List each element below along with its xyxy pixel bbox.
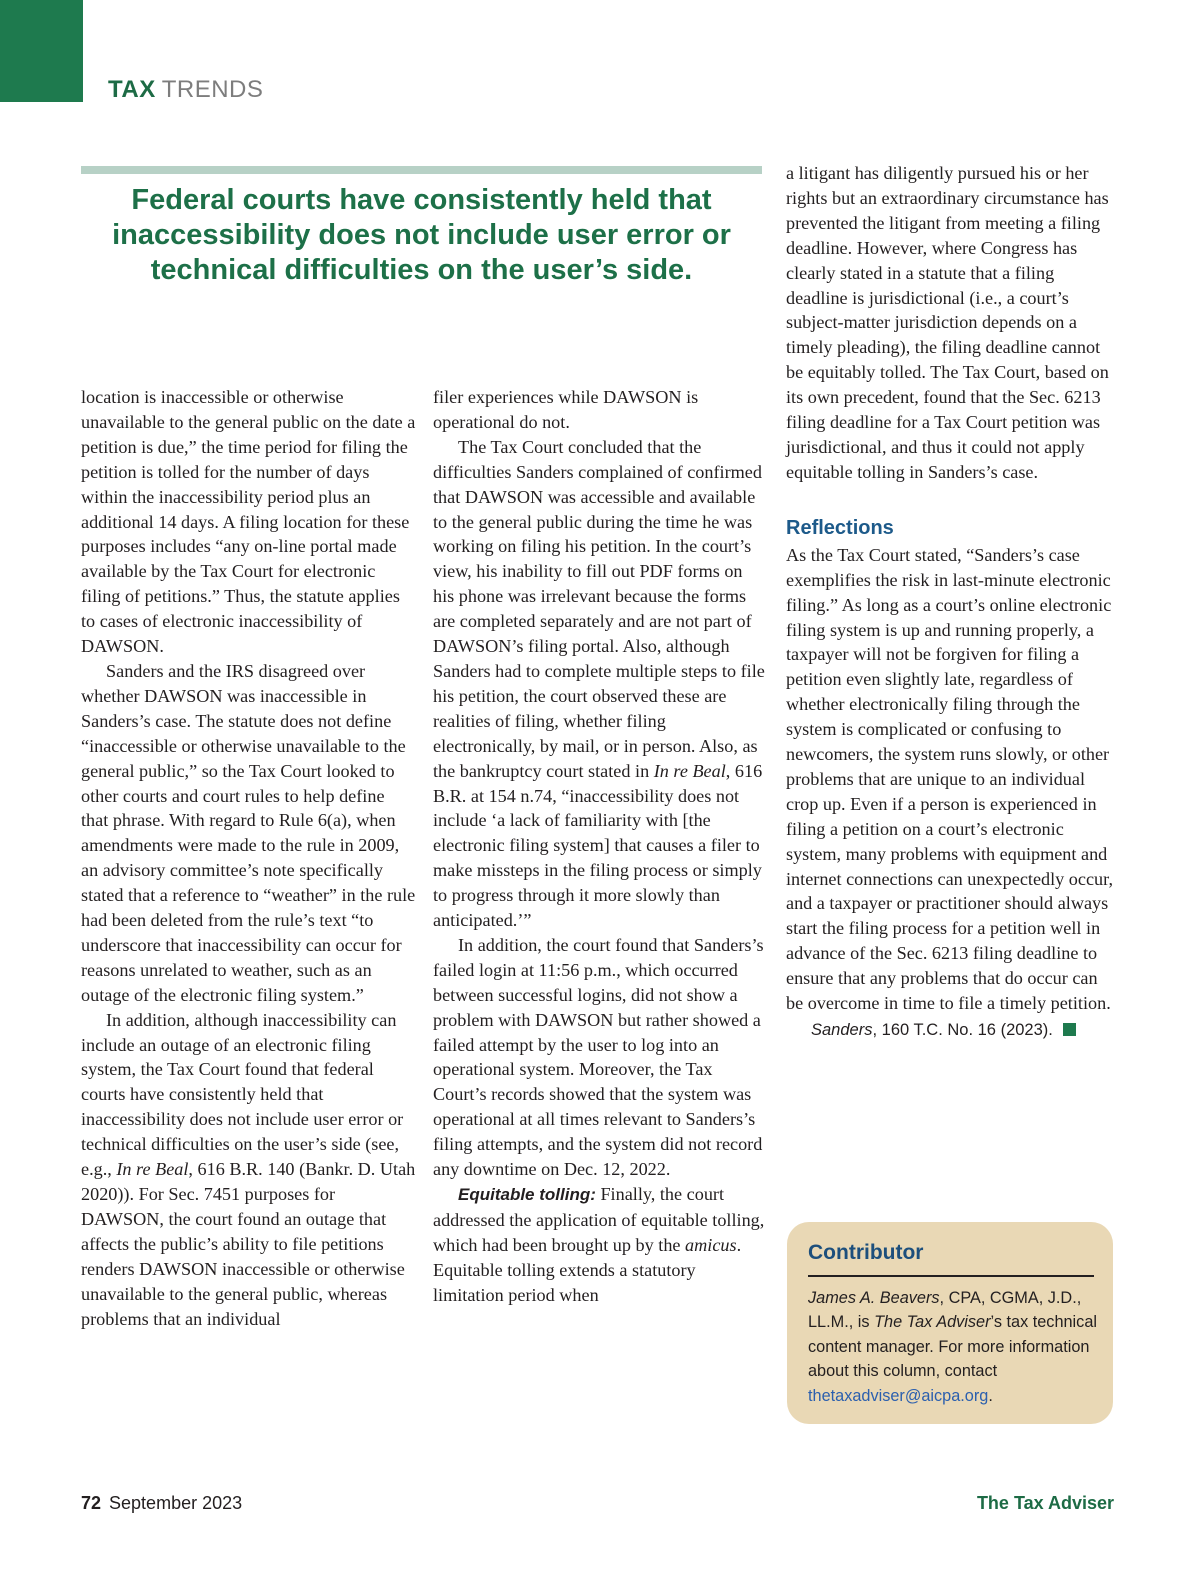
contributor-title: Contributor <box>808 1241 924 1264</box>
italic-term: amicus <box>685 1234 737 1255</box>
paragraph <box>81 1008 416 1332</box>
contributor-divider <box>808 1275 1094 1277</box>
reflections-heading: Reflections <box>786 516 894 539</box>
paragraph: location is inaccessible or otherwise unavailable to the general public on the date a petition is due,” the time period for filing the petition is tolled for the number of days within the inaccessibility period plus an additional 14 days. A filing location for these purposes includes “any on-line portal made available by the Tax Court for electronic filing of petitions.” Thus, the statute applies to cases of electronic inaccessibility of DAWSON. <box>81 387 416 657</box>
text-run: . <box>988 1386 993 1405</box>
contact-email-link[interactable]: thetaxadviser@aicpa.org <box>808 1386 989 1405</box>
section-label-bold: TAX <box>108 76 156 103</box>
run-in-heading: Equitable tolling: <box>458 1185 596 1204</box>
page-number: 72 <box>81 1493 102 1513</box>
section-label-light: TRENDS <box>161 76 264 103</box>
paragraph: a litigant has diligently pursued his or her rights but an extraordinary circumstance has prevented the litigant from meeting a filing deadline. However, where Congress has clearly stated in a statute that a filing deadline is jurisdictional (i.e., a court’s subject-matter jurisdiction depends on a timely pleading), the filing deadline cannot be equitably tolled. The Tax Court, based on its own precedent, found that the Sec. 6213 filing deadline for a Tax Court petition was jurisdictional, and thus it could not apply equitable tolling in Sanders’s case. <box>786 163 1109 482</box>
citation-rest: , 160 T.C. No. 16 (2023). <box>872 1021 1053 1039</box>
footer-page-info <box>81 1493 242 1514</box>
contributor-box <box>787 1222 1113 1424</box>
case-name: In re Beal <box>116 1159 189 1180</box>
case-name: In re Beal <box>653 760 726 781</box>
contributor-bio <box>808 1286 1100 1408</box>
pull-quote: Federal courts have consistently held that inaccessibility does not include user error or technical difficulties on the user’s side. <box>112 184 731 286</box>
paragraph <box>433 1182 768 1308</box>
article-column-1 <box>81 385 416 1331</box>
text-run: In addition, although inaccessibility can include an outage of an electronic filing system, the Tax Court found that federal courts have consistently held that inaccessibility does not include user error or technical difficulties on the user’s side (see, e.g., <box>81 1009 404 1180</box>
paragraph: In addition, the court found that Sanders’s failed login at 11:56 p.m., which occurred between successful logins, did not show a problem with DAWSON but rather showed a failed attempt by the user to log into an operational system. Moreover, the Tax Court’s records showed that the system was operational at all times relevant to Sanders’s filing attempts, and the system did not record any downtime on Dec. 12, 2022. <box>433 934 764 1180</box>
text-run: , 616 B.R. 140 (Bankr. D. Utah 2020)). For Sec. 7451 purposes for DAWSON, the court found an outage that affects the public’s ability to file petitions renders DAWSON inaccessible or otherwise unavailable to the general public, whereas problems that an individual <box>81 1159 416 1329</box>
end-mark-icon <box>1063 1023 1076 1036</box>
citation-case-name: Sanders <box>811 1021 873 1039</box>
issue-date: September 2023 <box>109 1493 243 1513</box>
paragraph <box>433 435 768 933</box>
text-run: Finally, the court addressed the application of equitable tolling, which had been brought up by the <box>433 1184 765 1255</box>
text-run: The Tax Court concluded that the difficulties Sanders complained of confirmed that DAWSON was accessible and available to the general public during the time he was working on filing his petition. In the court’s view, his inability to fill out PDF forms on his phone was irrelevant because the forms are completed separately and are not part of DAWSON’s filing portal. Also, although Sanders had to complete multiple steps to file his petition, the court observed these are realities of filing, whether filing electronically, by mail, or in person. Also, as the bankruptcy court stated in <box>433 436 765 781</box>
text-run: ’s tax technical content manager. For more information about this column, contact <box>808 1313 1097 1381</box>
paragraph: Sanders and the IRS disagreed over whether DAWSON was inaccessible in Sanders’s case. The statute does not define “inaccessible or otherwise unavailable to the general public,” so the Tax Court looked to other courts and court rules to help define that phrase. With regard to Rule 6(a), when amendments were made to the rule in 2009, an advisory committee’s note specifically stated that a reference to “weather” in the rule had been deleted from the rule’s text “to underscore that inaccessibility can occur for reasons unrelated to weather, such as an outage of the electronic filing system.” <box>81 660 416 1005</box>
case-citation <box>786 1018 1118 1042</box>
section-label <box>108 76 263 104</box>
text-run: , 616 B.R. at 154 n.74, “inaccessibility does not include ‘a lack of familiarity with [the electronic filing system] that causes a filer to make missteps in the filing process or simply to progress through it more slowly than anticipated.’” <box>433 760 763 931</box>
publication-name: The Tax Adviser <box>874 1313 991 1332</box>
article-column-2 <box>433 385 768 1308</box>
paragraph: As the Tax Court stated, “Sanders’s case exemplifies the risk in last-minute electronic filing.” As long as a court’s online electronic filing system is up and running properly, a taxpayer will not be forgiven for filing a petition even slightly late, regardless of whether electronically filing through the system is complicated or confusing to newcomers, the system runs slowly, or other problems that are unique to an individual crop up. Even if a person is experienced in filing a petition on a court’s electronic system, many problems with equipment and internet connections can unexpectedly occur, and a taxpayer or practitioner should always start the filing process for a petition well in advance of the Sec. 6213 filing deadline to ensure that any problems that do occur can be overcome in time to file a timely petition. <box>786 544 1114 1014</box>
pull-quote-rule <box>81 166 762 174</box>
footer-publication: The Tax Adviser <box>976 1493 1114 1513</box>
text-run: , CPA, CGMA, J.D., LL.M., is <box>808 1289 1082 1332</box>
corner-color-block <box>0 0 83 102</box>
contributor-name: James A. Beavers <box>808 1289 940 1307</box>
article-column-3 <box>786 161 1118 1042</box>
text-run: . Equitable tolling extends a statutory limitation period when <box>433 1234 742 1305</box>
paragraph: filer experiences while DAWSON is operational do not. <box>433 387 699 432</box>
